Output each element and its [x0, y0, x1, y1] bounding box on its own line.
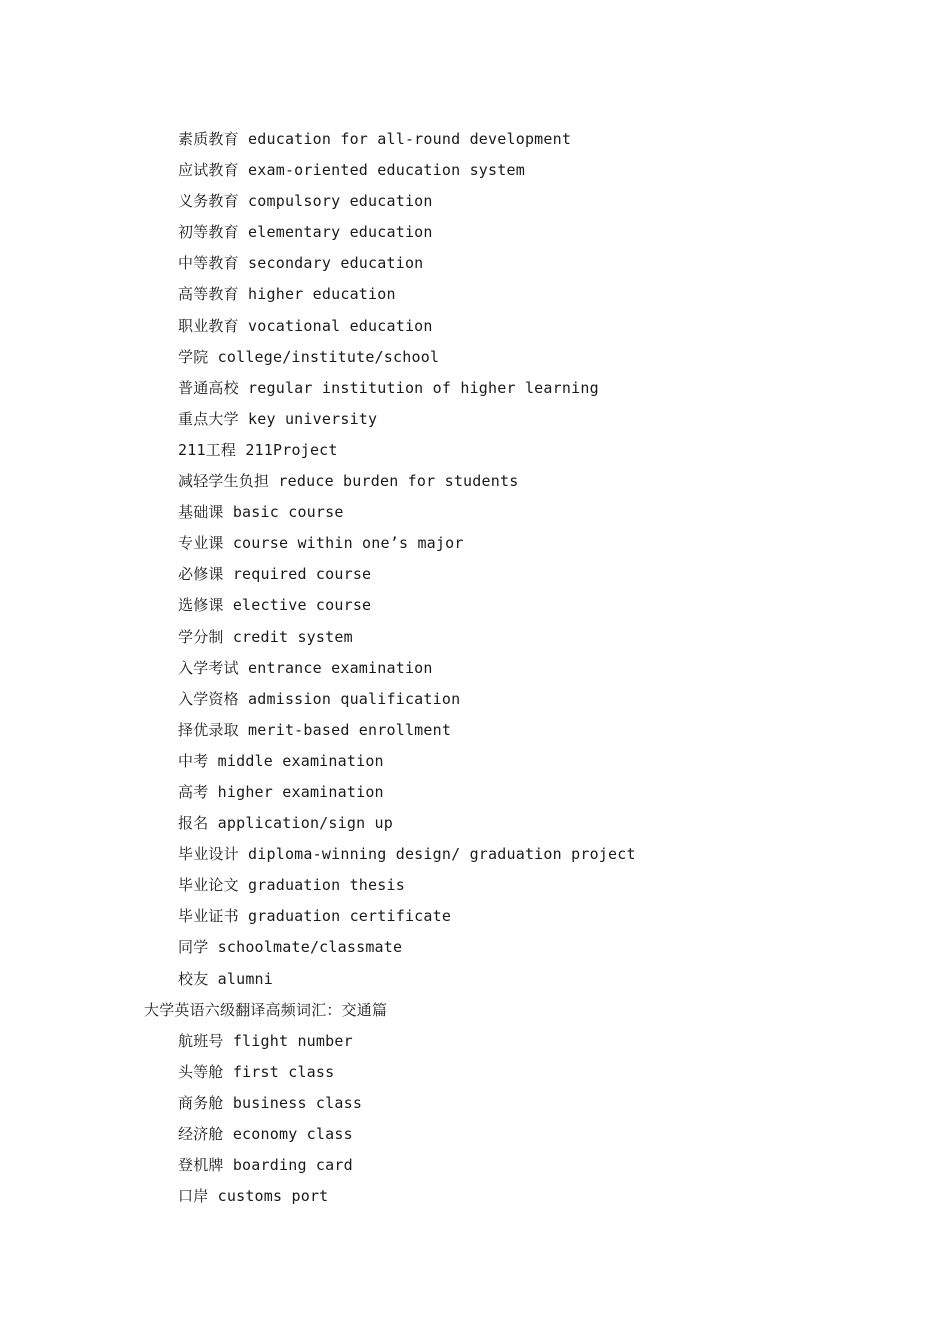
vocab-entry: 经济舱 economy class	[178, 1125, 353, 1143]
vocab-entry: 毕业设计 diploma-winning design/ graduation project	[178, 845, 636, 864]
vocab-entry: 口岸 customs port	[178, 1187, 329, 1206]
vocab-entry: 高等教育 higher education	[178, 285, 396, 304]
vocab-entry: 头等舱 first class	[178, 1062, 335, 1081]
vocab-entry: 同学 schoolmate/classmate	[178, 938, 403, 957]
vocab-entry: 普通高校 regular institution of higher learning	[178, 378, 599, 397]
vocab-entry: 入学考试 entrance examination	[178, 658, 433, 677]
vocab-entry: 航班号 flight number	[178, 1031, 353, 1050]
vocabulary-list	[0, 124, 950, 1212]
vocab-entry: 报名 application/sign up	[178, 814, 394, 833]
vocab-entry: 择优录取 merit-based enrollment	[178, 720, 452, 739]
vocab-entry: 中考 middle examination	[178, 751, 384, 770]
vocab-entry: 重点大学 key university	[178, 409, 378, 428]
vocab-entry: 211工程 211Project	[178, 440, 338, 459]
vocab-entry: 减轻学生负担 reduce burden for students	[178, 472, 519, 491]
vocab-entry: 高考 higher examination	[178, 782, 384, 801]
vocab-entry: 入学资格 admission qualification	[178, 689, 461, 708]
vocab-entry: 专业课 course within one’s major	[178, 534, 464, 553]
vocab-entry: 中等教育 secondary education	[178, 254, 424, 273]
vocab-entry: 毕业证书 graduation certificate	[178, 907, 452, 926]
vocab-entry: 素质教育 education for all-round development	[178, 130, 572, 148]
vocab-entry: 学院 college/institute/school	[178, 347, 440, 366]
vocab-entry: 义务教育 compulsory education	[178, 192, 433, 211]
vocab-entry: 应试教育 exam-oriented education system	[178, 161, 525, 180]
vocab-entry: 职业教育 vocational education	[178, 316, 433, 335]
section-heading: 大学英语六级翻译高频词汇：交通篇	[144, 1000, 388, 1019]
vocab-entry: 初等教育 elementary education	[178, 223, 433, 242]
vocab-entry: 商务舱 business class	[178, 1093, 363, 1112]
vocab-entry: 选修课 elective course	[178, 596, 372, 615]
vocab-entry: 基础课 basic course	[178, 503, 344, 522]
vocab-entry: 毕业论文 graduation thesis	[178, 876, 405, 895]
vocab-entry: 必修课 required course	[178, 565, 372, 584]
vocab-entry: 校友 alumni	[178, 969, 274, 988]
vocab-entry: 登机牌 boarding card	[178, 1156, 353, 1175]
vocab-entry: 学分制 credit system	[178, 627, 353, 646]
